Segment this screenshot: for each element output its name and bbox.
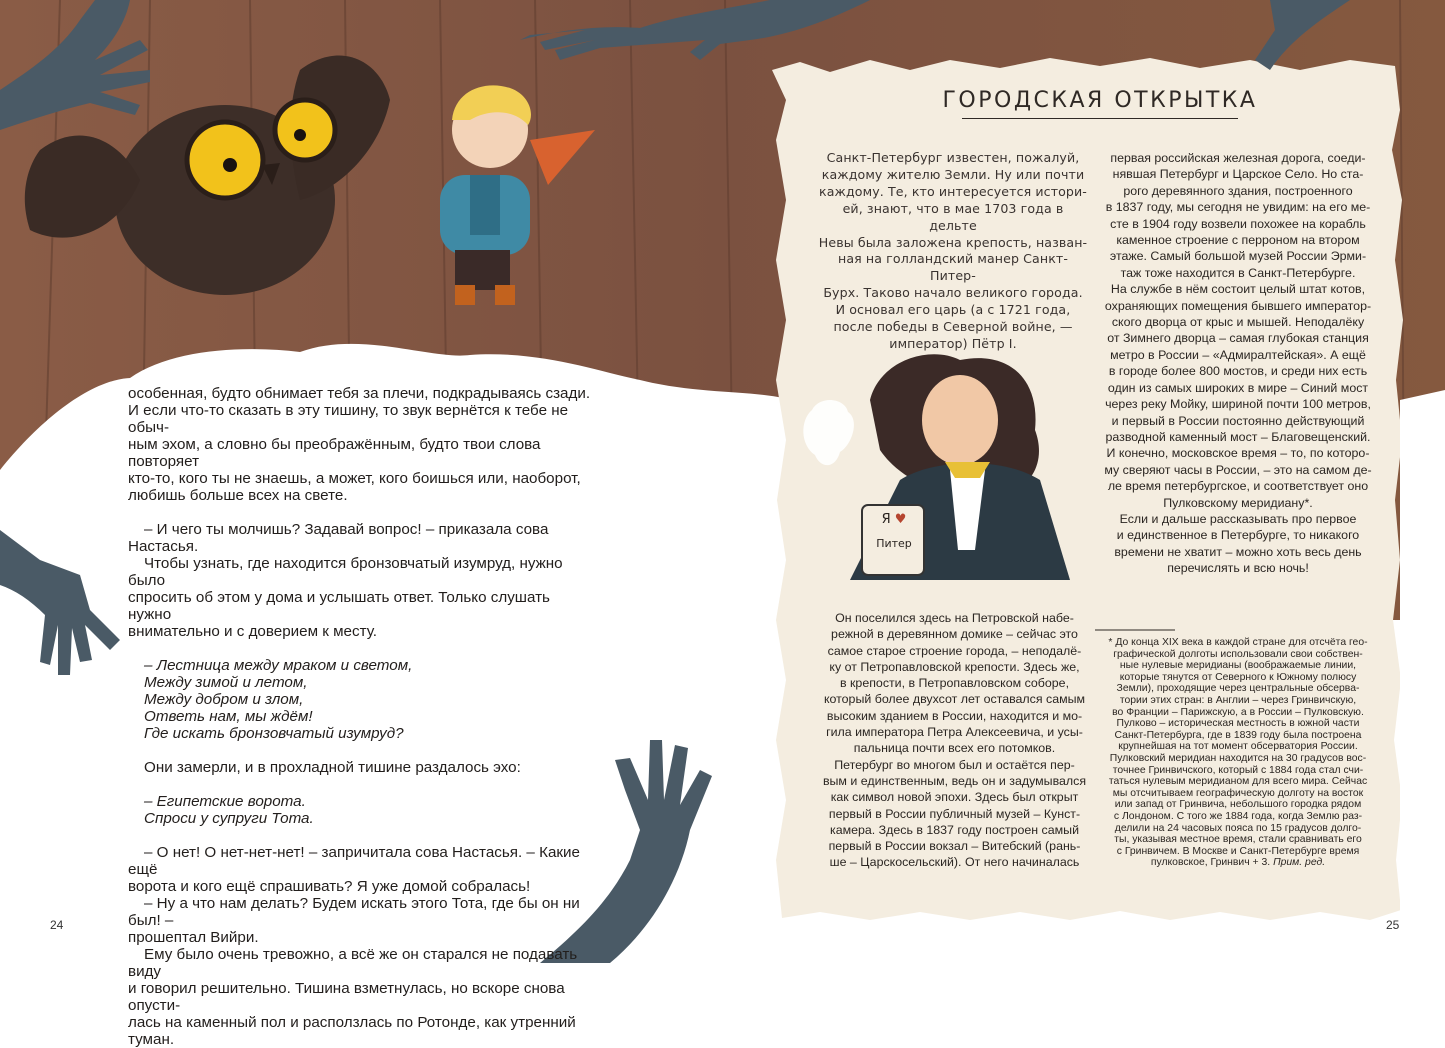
column-line: му сверяют часы в России, – это на самом де- xyxy=(1104,462,1372,477)
footnote-line: с Лондоном. С того же 1884 года, когда Землю раз- xyxy=(1113,810,1363,822)
right-bottom-white xyxy=(772,920,1445,963)
column-line: и первый в России постоянно действующий xyxy=(1111,413,1365,428)
column-line: Он поселился здесь на Петровской набе- xyxy=(835,611,1074,625)
footnote-line xyxy=(1100,857,1376,869)
column-line: таж тоже находится в Санкт-Петербурге. xyxy=(1120,265,1356,280)
story-line: кто-то, кого ты не знаешь, а может, кого боишься или, наоборот, xyxy=(128,470,581,487)
column-line: Петербург во многом был и остаётся пер- xyxy=(834,757,1075,772)
footnote xyxy=(1100,637,1376,869)
final-line: и говорил решительно. Тишина взметнулась, но вскоре снова опусти- xyxy=(128,980,565,1014)
poem-line: Ответь нам, мы ждём! xyxy=(144,708,313,725)
column-line: через реку Мойку, шириной почти 100 метров, xyxy=(1105,397,1371,412)
final-line: – О нет! О нет-нет-нет! – запричитала сова Настасья. – Какие ещё xyxy=(128,844,580,878)
poem-line: Между добром и злом, xyxy=(144,691,304,708)
story-line: ным эхом, а словно бы преображённым, будто твои слова повторяет xyxy=(128,436,541,470)
column-line: ку от Петропавловской крепости. Здесь же, xyxy=(829,659,1080,674)
column-line: самое старое строение города, – неподалё- xyxy=(827,643,1082,658)
footnote-line: делили на 24 часовых пояса по 15 градусов долго- xyxy=(1114,822,1362,834)
mug-text-piter: Питер xyxy=(876,537,912,550)
handwritten-line: после победы в Северной войне, — xyxy=(833,319,1073,335)
column-line: рого деревянного здания, построенного xyxy=(1123,183,1353,198)
column-line: пальница почти всех его потомков. xyxy=(853,741,1056,756)
dialog-line: Чтобы узнать, где находится бронзовчатый изумруд, нужно было xyxy=(128,555,563,589)
column-line: как символ новой эпохи. Здесь был открыт xyxy=(830,790,1079,805)
column-line: сте в 1904 году возвели похожее на корабль xyxy=(1110,216,1366,231)
column-line: метро в России – «Адмиралтейская». А ещё xyxy=(1110,347,1366,362)
final-line: ворота и кого ещё спрашивать? Я уже домой собралась! xyxy=(128,878,531,895)
column-line: ше – Царскосельский). От него начиналась xyxy=(829,855,1080,870)
dialog-line: спросить об этом у дома и услышать ответ. Только слушать нужно xyxy=(128,589,550,623)
editor-note: Прим. ред. xyxy=(1273,857,1326,869)
column-line: На службе в нём состоит целый штат котов, xyxy=(1110,282,1366,297)
title-underline xyxy=(962,118,1238,119)
final-line: – Ну а что нам делать? Будем искать этого Тота, где бы он ни был! – xyxy=(128,895,580,929)
echo-intro: Они замерли, и в прохладной тишине раздалось эхо: xyxy=(144,759,521,776)
column-line: один из самых широких в мире – Синий мост xyxy=(1107,380,1369,395)
handwritten-line: Невы была заложена крепость, назван- xyxy=(818,234,1088,250)
dialog-line: – И чего ты молчишь? Задавай вопрос! – приказала сова Настасья. xyxy=(128,521,549,555)
column-line: первый в России вокзал – Витебский (рань- xyxy=(828,839,1081,854)
column-line: режной в деревянном домике – сейчас это xyxy=(831,627,1078,642)
final-line: Ему было очень тревожно, а всё же он старался не подавать виду xyxy=(128,946,578,980)
footnote-line: графической долготы использовали свои собствен- xyxy=(1113,648,1363,660)
footnote-line: ты, указывая местное время, стали сравнивать его xyxy=(1114,834,1362,846)
echo-line: Спроси у супруги Тота. xyxy=(144,810,314,827)
footnote-line: которые тянутся от Северного к Южному полюсу xyxy=(1119,671,1357,683)
column-left xyxy=(822,610,1087,871)
footnote-line: тории этих стран: в Англии – через Гринвичскую, xyxy=(1119,694,1357,706)
heart-icon: ♥ xyxy=(894,512,907,527)
footnote-line: с Гринвичем. В Москве и Санкт-Петербурге время xyxy=(1116,845,1360,857)
final-line: прошептал Вийри. xyxy=(128,929,259,946)
column-line: вым и единственным, ведь он и задумывался xyxy=(822,773,1087,788)
column-line: И конечно, московское время – то, по которо- xyxy=(1106,446,1370,461)
footnote-line: таться нулевым меридианом для всего мира. Сейчас xyxy=(1108,776,1368,788)
footnote-last-text: пулковское, Гринвич + 3. xyxy=(1150,857,1271,869)
mug-text-ya: Я xyxy=(881,512,891,527)
story-line: И если что-то сказать в эту тишину, то звук вернётся к тебе не обыч- xyxy=(128,402,569,436)
final-line: лась на каменный пол и расползлась по Ротонде, как утренний туман. xyxy=(128,1014,576,1048)
story-line: любишь больше всех на свете. xyxy=(128,487,348,504)
postcard-title: ГОРОДСКАЯ ОТКРЫТКА xyxy=(942,88,1258,113)
handwritten-intro xyxy=(818,150,1088,353)
handwritten-line: ная на голландский манер Санкт-Питер- xyxy=(838,251,1068,284)
footnote-line: мы отсчитываем географическую долготу на восток xyxy=(1112,787,1364,799)
handwritten-line: ей, знают, что в мае 1703 года в дельте xyxy=(842,200,1064,233)
footnote-line: или запад от Гринвича, небольшого городка рядом xyxy=(1114,799,1362,811)
column-right xyxy=(1098,150,1378,577)
column-line: в городе более 800 мостов, и среди них есть xyxy=(1108,364,1368,379)
poem-line: Где искать бронзовчатый изумруд? xyxy=(144,725,404,742)
column-line: перечислять и всю ночь! xyxy=(1167,561,1309,576)
handwritten-line: каждому жителю Земли. Ну или почти xyxy=(821,166,1085,182)
column-line: в крепости, в Петропавловском соборе, xyxy=(839,676,1070,691)
column-line: этаже. Самый большой музей России Эрми- xyxy=(1109,249,1367,264)
echo-line: – Египетские ворота. xyxy=(144,793,306,810)
handwritten-line: каждому. Те, кто интересуется истори- xyxy=(819,183,1087,199)
column-line: от Зимнего дворца – самая глубокая станция xyxy=(1107,331,1369,346)
column-line: охраняющих помещения бывшего император- xyxy=(1104,298,1372,313)
column-line: времени не хватит – можно хоть весь день xyxy=(1114,544,1362,559)
column-line: Если и дальше рассказывать про первое xyxy=(1119,511,1357,526)
dialog-line: внимательно и с доверием к месту. xyxy=(128,623,378,640)
mug-label xyxy=(866,512,922,551)
footnote-line: точнее Гринвичского, который с 1884 года стал счи- xyxy=(1112,764,1364,776)
handwritten-line: И основал его царь (а с 1721 года, xyxy=(835,302,1071,318)
footnote-line: Земли), проходящие через центральные обсерва- xyxy=(1116,683,1360,695)
poem-line: Между зимой и летом, xyxy=(144,674,308,691)
story-line: особенная, будто обнимает тебя за плечи, подкрадываясь сзади. xyxy=(128,385,591,402)
column-line: нявшая Петербург и Царское Село. Но ста- xyxy=(1112,167,1364,182)
page-number-right: 25 xyxy=(1386,918,1400,932)
handwritten-line: Бурх. Таково начало великого города. xyxy=(823,285,1083,301)
column-line: и единственное в Петербурге, то никакого xyxy=(1116,528,1360,543)
footnote-line: * До конца XIX века в каждой стране для отсчёта гео- xyxy=(1108,637,1368,648)
footnote-line: Пулковский меридиан находится на 30 градусов вос- xyxy=(1109,752,1367,764)
column-line: высоким зданием в России, находится и мо- xyxy=(826,708,1083,723)
column-line: ле время петербургское, и соответствует оно xyxy=(1107,479,1369,494)
column-line: каменное строение с перроном на втором xyxy=(1116,233,1360,248)
footnote-line: ные нулевые меридианы (воображаемые линии, xyxy=(1119,660,1357,672)
column-line: камера. Здесь в 1837 году построен самый xyxy=(830,822,1079,837)
column-line: первый в России публичный музей – Кунст- xyxy=(828,806,1081,821)
column-line: в 1837 году, мы сегодня не увидим: на его ме- xyxy=(1105,200,1371,215)
page-number-left: 24 xyxy=(50,918,64,932)
footnote-line: Санкт-Петербурга, где в 1839 году была построена xyxy=(1114,729,1362,741)
column-line: первая российская железная дорога, соеди- xyxy=(1110,151,1366,165)
poem-line: – Лестница между мраком и светом, xyxy=(144,657,413,674)
story-text xyxy=(128,385,596,1048)
column-line: разводной каменный мост – Благовещенский. xyxy=(1105,429,1371,444)
handwritten-line: император) Пётр I. xyxy=(889,335,1017,351)
footnote-line: Пулково – историческая местность в южной части xyxy=(1116,718,1360,730)
column-line: гила императора Петра Алексеевича, и усы- xyxy=(826,725,1083,740)
footnote-line: крупнейшая на тот момент обсерватория России. xyxy=(1118,741,1358,753)
column-line: ского дворца от крыс и мышей. Неподалёку xyxy=(1111,315,1365,330)
handwritten-line: Санкт-Петербург известен, пожалуй, xyxy=(826,150,1080,165)
column-line: который более двухсот лет оставался самым xyxy=(823,692,1086,707)
column-line: Пулковскому меридиану*. xyxy=(1163,495,1313,510)
footnote-line: во Франции – Парижскую, а в России – Пулковскую. xyxy=(1112,706,1364,718)
